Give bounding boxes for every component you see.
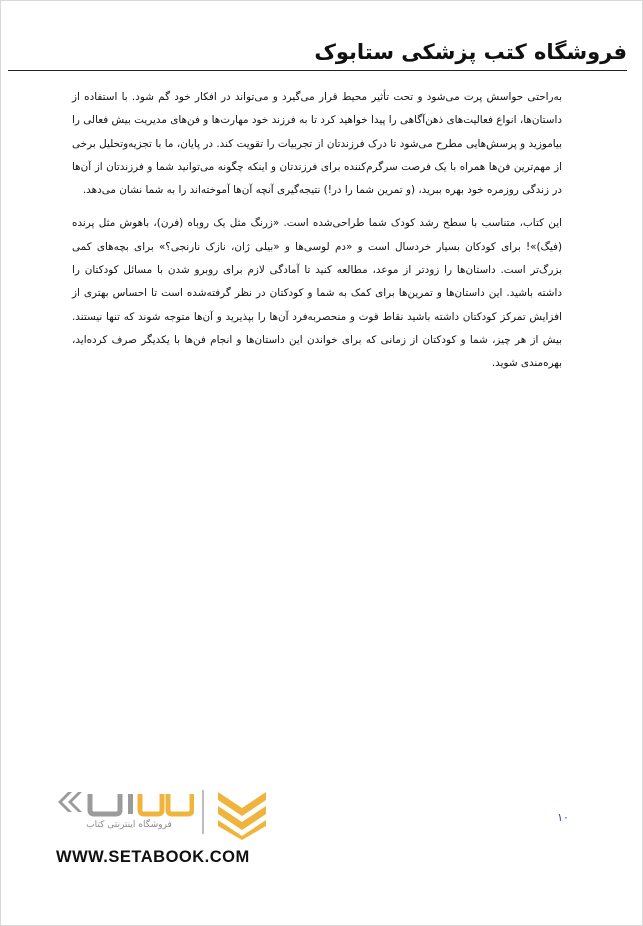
site-url: WWW.SETABOOK.COM: [56, 848, 250, 866]
stacked-chevron-book-icon: [210, 786, 274, 840]
header-divider: [8, 70, 627, 71]
setabook-logo: [52, 784, 274, 840]
logo-divider: [202, 790, 204, 834]
logo-tagline: فروشگاه اینترنتی کتاب: [86, 820, 172, 830]
page-title: فروشگاه کتب پزشکی ستابوک: [314, 40, 627, 64]
paragraph-2: این کتاب، متناسب با سطح رشد کودک شما طراحی‌شده است. «زرنگ مثل یک روباه (فرن)، باهوش مثل پرنده (فیگ)»! برای کودکان بسیار خردسال است و «دم‌ لوسی‌ها و «بیلی ژان، نازک نارنجی؟» برای بچه‌های کمی بزرگ‌تر است. داستان‌ها را زودتر از موعد، مطالعه کنید تا آمادگی لازم برای روبرو شدن با مسائل کودکتان را داشته باشید. این داستان‌ها و تمرین‌ها برای کمک به شما و کودکتان در نظر گرفته‌شده است تا احساس بهتری از افزایش تمرکز کودکتان داشته باشید نقاط قوت و منحصربه‌فرد آن‌ها را بپذیرید و آن‌ها متوجه شوند که تنها نیستند. بیش از هر چیز، شما و کودکتان از زمانی که برای خواندن این داستان‌ها و انجام فن‌ها با یکدیگر صرف کرده‌اید، بهره‌مندی شوید.: [72, 217, 562, 370]
logo-wordmark: [54, 784, 194, 822]
page-header: [8, 36, 627, 71]
paragraph-1: به‌راحتی حواسش پرت می‌شود و تحت تأثیر محیط قرار می‌گیرد و می‌تواند در افکار خود گم شود. با استفاده از داستان‌ها، انواع فعالیت‌های ذهن‌آگاهی را پیدا خواهید کرد تا به فرزند خود مهارت‌ها و فن‌های مدیریت بیش فعالی را بیاموزید و پرسش‌هایی مطرح می‌شود تا درک فرزندتان از تجربیات را تقویت کند. در پایان، ما با تجزیه‌وتحلیل برخی از مهم‌ترین فن‌ها همراه با یک فرصت سرگرم‌کننده برای فرزندتان و اینکه چگونه می‌توانید شما و فرزندتان از آن‌ها در زندگی روزمره خود بهره ببرید، (و تمرین شما را در!) نتیجه‌گیری آنچه آن‌ها آموخته‌اند را به شما نشان می‌دهد.: [72, 91, 562, 197]
body-text: [72, 86, 562, 386]
page-number: ۱۰: [557, 811, 569, 824]
